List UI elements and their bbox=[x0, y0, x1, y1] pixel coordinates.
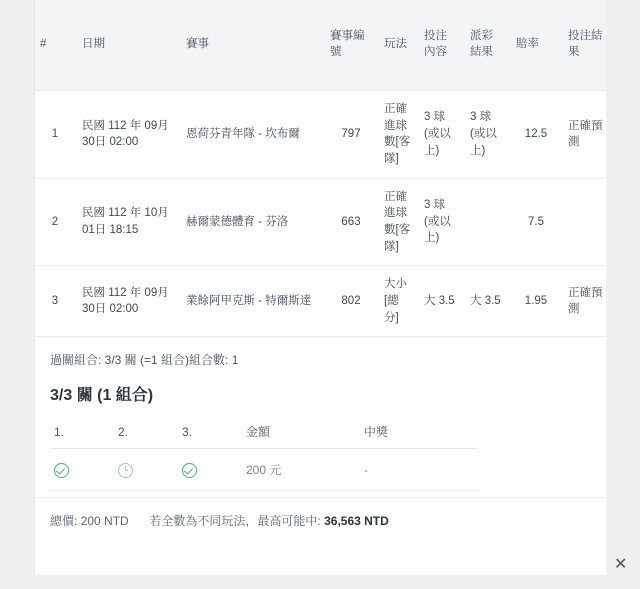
combination-header-row bbox=[50, 415, 478, 449]
table-row bbox=[34, 266, 606, 337]
row-play-type: 正確進球數[客隊] bbox=[378, 178, 418, 266]
row-event-number: 797 bbox=[324, 91, 378, 179]
table-header bbox=[34, 0, 606, 91]
row-odds: 7.5 bbox=[510, 178, 562, 266]
table-row bbox=[34, 178, 606, 266]
row-date: 民國 112 年 09月 30日 02:00 bbox=[76, 91, 180, 179]
row-date: 民國 112 年 10月 01日 18:15 bbox=[76, 178, 180, 266]
clock-circle-icon bbox=[118, 463, 133, 478]
row-play-type: 大小[總分] bbox=[378, 266, 418, 337]
table-header-row bbox=[34, 0, 606, 91]
combo-title: 3/3 關 (1 組合) bbox=[50, 387, 154, 405]
row-bet-result: 正確預測 bbox=[562, 91, 606, 179]
row-bet-result bbox=[562, 178, 606, 266]
header-event: 賽事 bbox=[180, 0, 324, 91]
header-odds: 賠率 bbox=[510, 0, 562, 91]
row-bet-content: 3 球 (或以上) bbox=[418, 91, 464, 179]
row-payout-result: 大 3.5 bbox=[464, 266, 510, 337]
close-icon[interactable]: ✕ bbox=[608, 553, 630, 575]
row-event: 恩荷芬青年隊 - 坎布爾 bbox=[180, 91, 324, 179]
total-footer bbox=[34, 497, 606, 539]
row-payout-result: 3 球 (或以上) bbox=[464, 91, 510, 179]
table-body bbox=[34, 91, 606, 337]
row-event: 業餘阿甲克斯 - 特爾斯達 bbox=[180, 266, 324, 337]
row-payout-result bbox=[464, 178, 510, 266]
combination-header bbox=[50, 415, 478, 449]
combo-leg-3-status bbox=[178, 449, 242, 491]
max-win-value: 36,563 NTD bbox=[324, 514, 389, 529]
total-value: 200 NTD bbox=[80, 514, 129, 529]
bet-selections-table bbox=[34, 0, 606, 337]
combo-header-amount: 金額 bbox=[242, 415, 360, 449]
row-bet-content: 大 3.5 bbox=[418, 266, 464, 337]
check-circle-icon bbox=[54, 463, 69, 478]
header-index: # bbox=[34, 0, 76, 91]
header-date: 日期 bbox=[76, 0, 180, 91]
row-event-number: 663 bbox=[324, 178, 378, 266]
combo-leg-2-status bbox=[114, 449, 178, 491]
header-payout-result: 派彩結果 bbox=[464, 0, 510, 91]
parlay-summary: 過關組合: 3/3 關 (=1 組合)組合數: 1 bbox=[50, 353, 239, 368]
combo-header-leg-1: 1. bbox=[50, 415, 114, 449]
row-index: 2 bbox=[34, 178, 76, 266]
row-odds: 1.95 bbox=[510, 266, 562, 337]
combination-body bbox=[50, 449, 478, 491]
row-date: 民國 112 年 09月 30日 02:00 bbox=[76, 266, 180, 337]
row-play-type: 正確進球數[客隊] bbox=[378, 91, 418, 179]
combo-header-leg-2: 2. bbox=[114, 415, 178, 449]
check-circle-icon bbox=[182, 463, 197, 478]
header-bet-content: 投注內容 bbox=[418, 0, 464, 91]
combo-header-win: 中獎 bbox=[360, 415, 478, 449]
combo-header-leg-3: 3. bbox=[178, 415, 242, 449]
header-play-type: 玩法 bbox=[378, 0, 418, 91]
max-win-label: 若全數為不同玩法，最高可能中: bbox=[149, 514, 321, 529]
card-left-divider bbox=[34, 0, 35, 575]
row-odds: 12.5 bbox=[510, 91, 562, 179]
combo-amount: 200 元 bbox=[242, 449, 360, 491]
header-event-number: 賽事編號 bbox=[324, 0, 378, 91]
combination-table bbox=[50, 415, 478, 491]
bet-slip-card bbox=[34, 0, 606, 575]
row-bet-result: 正確預測 bbox=[562, 266, 606, 337]
header-bet-result: 投注結果 bbox=[562, 0, 606, 91]
combo-leg-1-status bbox=[50, 449, 114, 491]
row-index: 3 bbox=[34, 266, 76, 337]
total-label: 總價: bbox=[50, 514, 78, 529]
row-index: 1 bbox=[34, 91, 76, 179]
combo-win: - bbox=[360, 449, 478, 491]
row-event-number: 802 bbox=[324, 266, 378, 337]
combination-row bbox=[50, 449, 478, 491]
table-row bbox=[34, 91, 606, 179]
row-bet-content: 3 球 (或以上) bbox=[418, 178, 464, 266]
row-event: 赫爾蒙德體育 - 芬洛 bbox=[180, 178, 324, 266]
